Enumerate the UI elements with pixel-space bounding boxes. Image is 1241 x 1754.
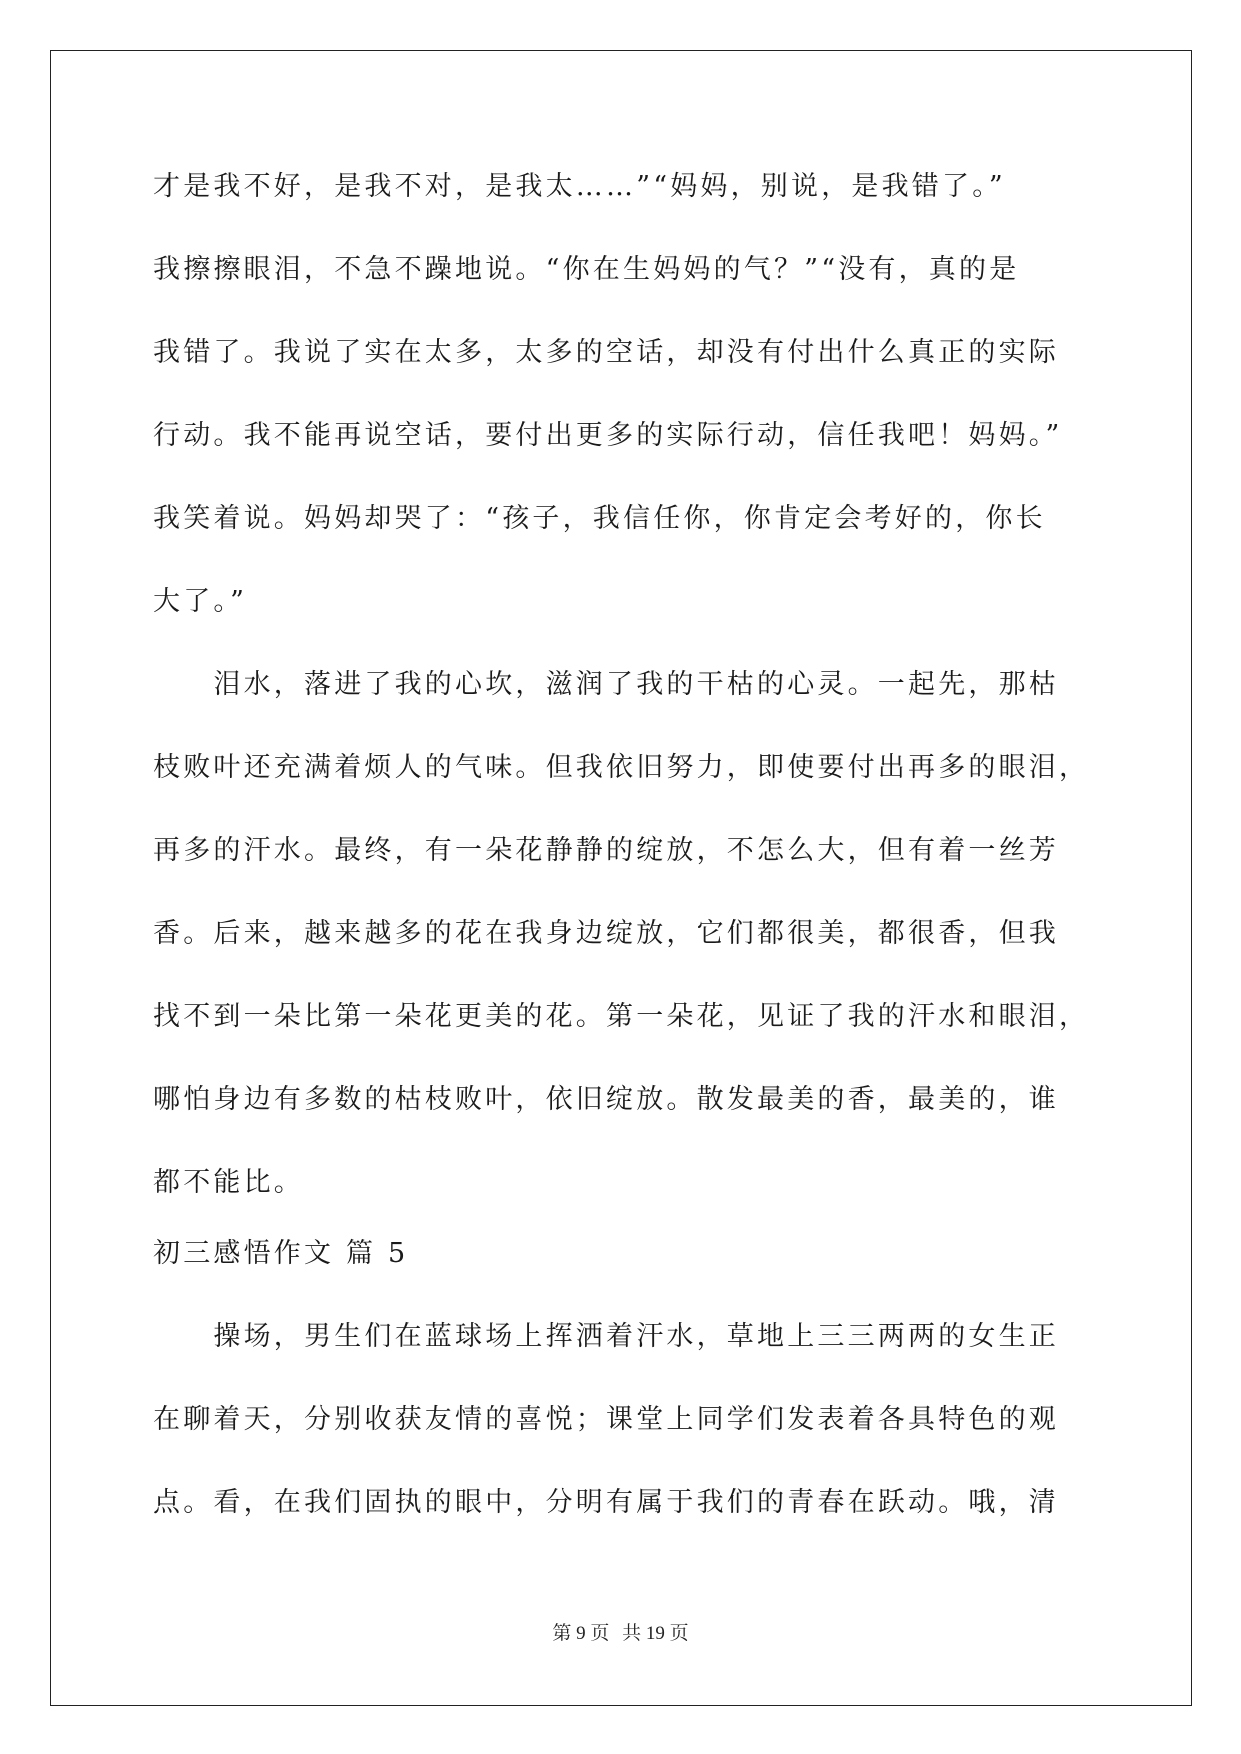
body-text-line: 泪水，落进了我的心坎，滋润了我的干枯的心灵。一起先，那枯: [153, 669, 1059, 700]
body-text-line: 行动。我不能再说空话，要付出更多的实际行动，信任我吧！妈妈。”: [153, 420, 1063, 451]
body-text-line: 找不到一朵比第一朵花更美的花。第一朵花，见证了我的汗水和眼泪，: [153, 1001, 1090, 1032]
body-text-line: 操场，男生们在蓝球场上挥洒着汗水，草地上三三两两的女生正: [153, 1321, 1059, 1352]
page-footer: [0, 1618, 1241, 1645]
body-text-line: 哪怕身边有多数的枯枝败叶，依旧绽放。散发最美的香，最美的，谁: [153, 1084, 1059, 1115]
section-heading: 初三感悟作文 篇 5: [153, 1238, 409, 1269]
body-text-line: 香。后来，越来越多的花在我身边绽放，它们都很美，都很香，但我: [153, 918, 1059, 949]
body-text-line: 再多的汗水。最终，有一朵花静静的绽放，不怎么大，但有着一丝芳: [153, 835, 1059, 866]
body-text-line: 枝败叶还充满着烦人的气味。但我依旧努力，即使要付出再多的眼泪，: [153, 752, 1090, 783]
page-number: 第 9 页: [552, 1623, 610, 1644]
body-text-line: 大了。”: [153, 586, 248, 617]
body-text-line: 我擦擦眼泪，不急不躁地说。“你在生妈妈的气？”“没有，真的是: [153, 254, 1020, 285]
body-text-line: 在聊着天，分别收获友情的喜悦；课堂上同学们发表着各具特色的观: [153, 1404, 1059, 1435]
body-text-line: 才是我不好，是我不对，是我太……”“妈妈，别说，是我错了。”: [153, 171, 1006, 202]
page-border: [50, 50, 1192, 1706]
body-text-line: 我笑着说。妈妈却哭了：“孩子，我信任你，你肯定会考好的，你长: [153, 503, 1046, 534]
body-text-line: 我错了。我说了实在太多，太多的空话，却没有付出什么真正的实际: [153, 337, 1059, 368]
body-text-line: 都不能比。: [153, 1167, 304, 1198]
page-total: 共 19 页: [622, 1623, 689, 1644]
body-text-line: 点。看，在我们固执的眼中，分明有属于我们的青春在跃动。哦，清: [153, 1487, 1059, 1518]
